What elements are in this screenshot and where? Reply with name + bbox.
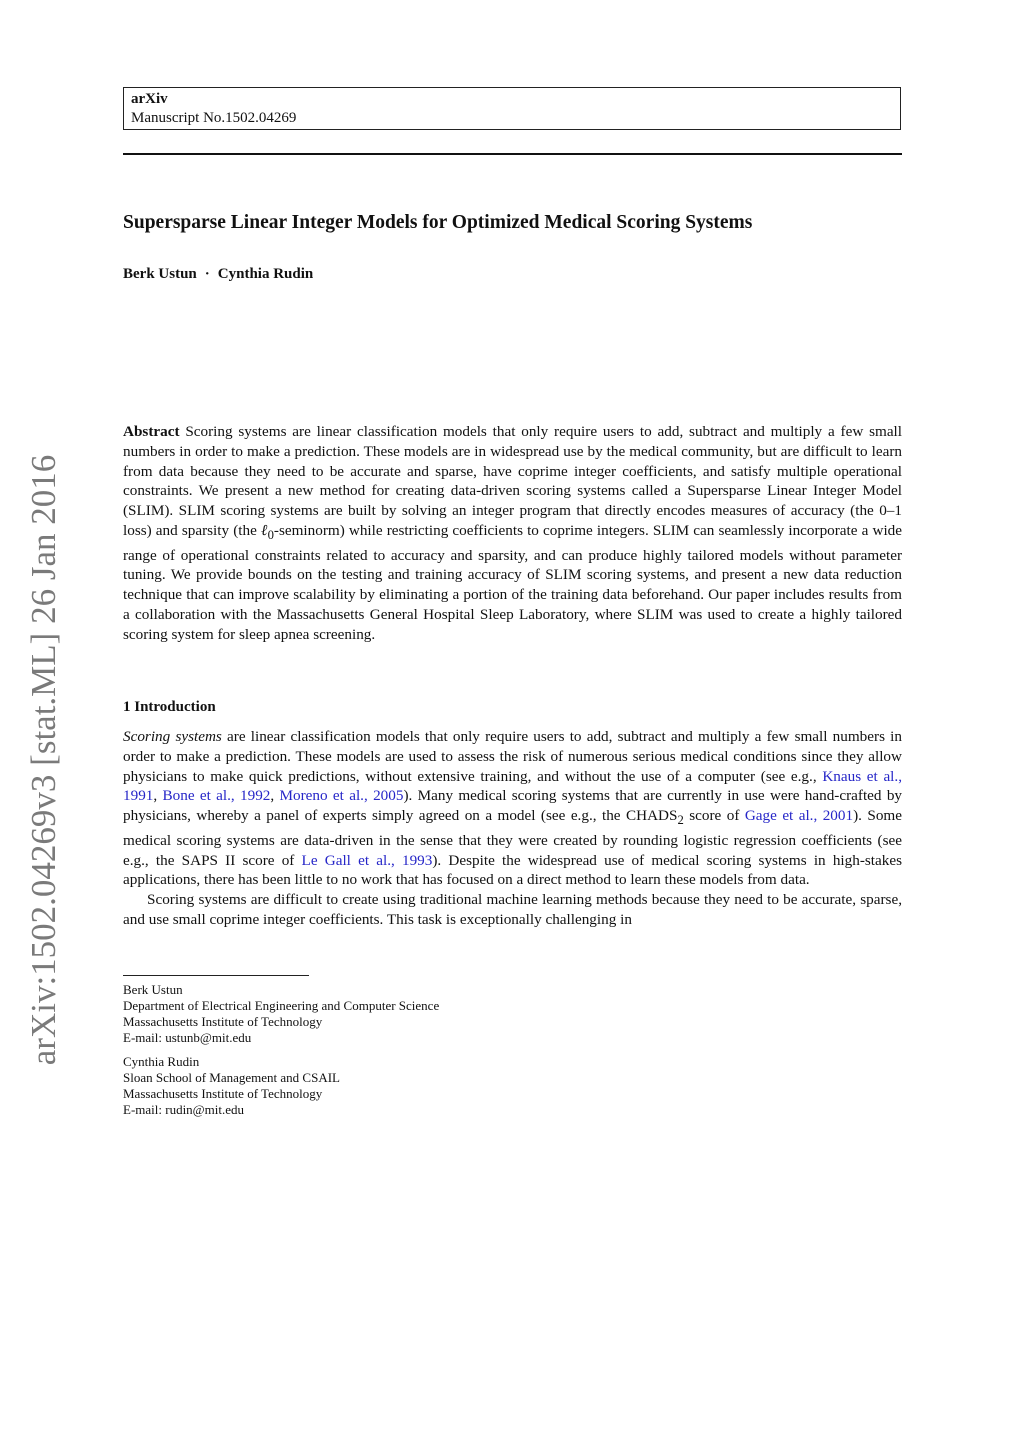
affiliation-email[interactable]: E-mail: ustunb@mit.edu	[123, 1030, 252, 1045]
citation-link[interactable]: Le Gall et al., 1993	[301, 851, 433, 869]
abstract-text-2: -seminorm) while restricting coefficients to coprime integers. SLIM can seamlessly incorporate a wide range of operational constraints related to accuracy and sparsity, and can produce highly tailored models without parameter tuning. We provide bounds on the testing and training accuracy of SLIM scoring systems, and present a new data reduction technique that can improve scalability by eliminating a portion of the training data beforehand. Our paper includes results from a collaboration with the Massachusetts General Hospital Sleep Laboratory, where SLIM was used to create a highly tailored scoring system for sleep apnea screening.	[123, 521, 902, 643]
citation-link[interactable]: Knaus et al., 1991	[123, 767, 902, 805]
author-second: Cynthia Rudin	[217, 266, 314, 282]
affiliation-institution: Massachusetts Institute of Technology	[123, 1086, 323, 1101]
citation-link[interactable]: Gage et al., 2001	[744, 807, 854, 824]
intro-text: ,	[153, 787, 163, 805]
affiliation-rudin	[123, 1054, 340, 1118]
affiliation-name: Cynthia Rudin	[123, 1054, 200, 1069]
author-separator: ·	[204, 266, 210, 282]
introduction-body	[123, 727, 902, 930]
affiliation-department: Sloan School of Management and CSAIL	[123, 1070, 340, 1085]
intro-text: ). Many medical scoring systems that are currently in use were hand-crafted by physicians, whereby a panel of experts simply agreed on a model (see e.g., the CHADS	[123, 787, 903, 824]
abstract	[123, 422, 902, 644]
intro-text: score of	[683, 807, 745, 824]
footnote-rule	[123, 975, 309, 976]
affiliation-email[interactable]: E-mail: rudin@mit.edu	[123, 1102, 245, 1117]
ell-subscript: 0	[267, 527, 274, 542]
intro-paragraph-2: Scoring systems are difficult to create using traditional machine learning methods because they need to be accurate, sparse, and use small coprime integer coefficients. This task is exceptionally challenging in	[123, 891, 902, 928]
manuscript-number: Manuscript No.1502.04269	[131, 110, 297, 126]
affiliation-ustun	[123, 982, 439, 1046]
paper-title: Supersparse Linear Integer Models for Optimized Medical Scoring Systems	[123, 212, 753, 233]
intro-text: ). Despite the widespread use of medical scoring systems in high-stakes applications, there has been little to no work that has focused on a direct method to learn these models from data.	[123, 851, 902, 889]
affiliation-department: Department of Electrical Engineering and Computer Science	[123, 998, 440, 1013]
abstract-text-1: Scoring systems are linear classification models that only require users to add, subtract and multiply a few small numbers in order to make a prediction. These models are in widespread use by the medical community, but are difficult to learn from data because they need to be accurate and sparse, have coprime integer coefficients, and satisfy multiple operational constraints. We present a new method for creating data-driven scoring systems called a Supersparse Linear Integer Model (SLIM). SLIM scoring systems are built by solving an integer program that directly encodes measures of accuracy (the 0–1 loss) and sparsity (the	[123, 423, 903, 539]
header-rule	[123, 153, 902, 155]
intro-text: are linear classification models that only require users to add, subtract and multiply a few small numbers in order to make a prediction. These models are used to assess the risk of numerous serious medical conditions since they allow physicians to make quick predictions, without extensive training, and without the use of a computer (see e.g.,	[123, 728, 902, 785]
affiliation-institution: Massachusetts Institute of Technology	[123, 1014, 323, 1029]
citation-link[interactable]: Bone et al., 1992	[162, 787, 271, 805]
intro-text: ,	[270, 787, 280, 805]
abstract-label: Abstract	[123, 423, 180, 440]
arxiv-side-stamp: arXiv:1502.04269v3 [stat.ML] 26 Jan 2016	[24, 454, 63, 1066]
chads-subscript: 2	[677, 813, 684, 828]
author-first: Berk Ustun	[123, 266, 197, 282]
affiliation-name: Berk Ustun	[123, 982, 183, 997]
ell-symbol: ℓ	[260, 521, 268, 539]
journal-name: arXiv	[131, 91, 168, 107]
intro-paragraph-1	[123, 727, 902, 890]
citation-link[interactable]: Moreno et al., 2005	[279, 787, 404, 805]
term-scoring-systems: Scoring systems	[123, 728, 222, 745]
author-line	[123, 264, 313, 284]
intro-text: ). Some medical scoring systems are data-driven in the sense that they were created by rounding logistic regression coefficients (see e.g., the SAPS II score of	[123, 807, 902, 869]
manuscript-box	[123, 87, 901, 130]
section-heading-introduction: 1 Introduction	[123, 699, 216, 715]
